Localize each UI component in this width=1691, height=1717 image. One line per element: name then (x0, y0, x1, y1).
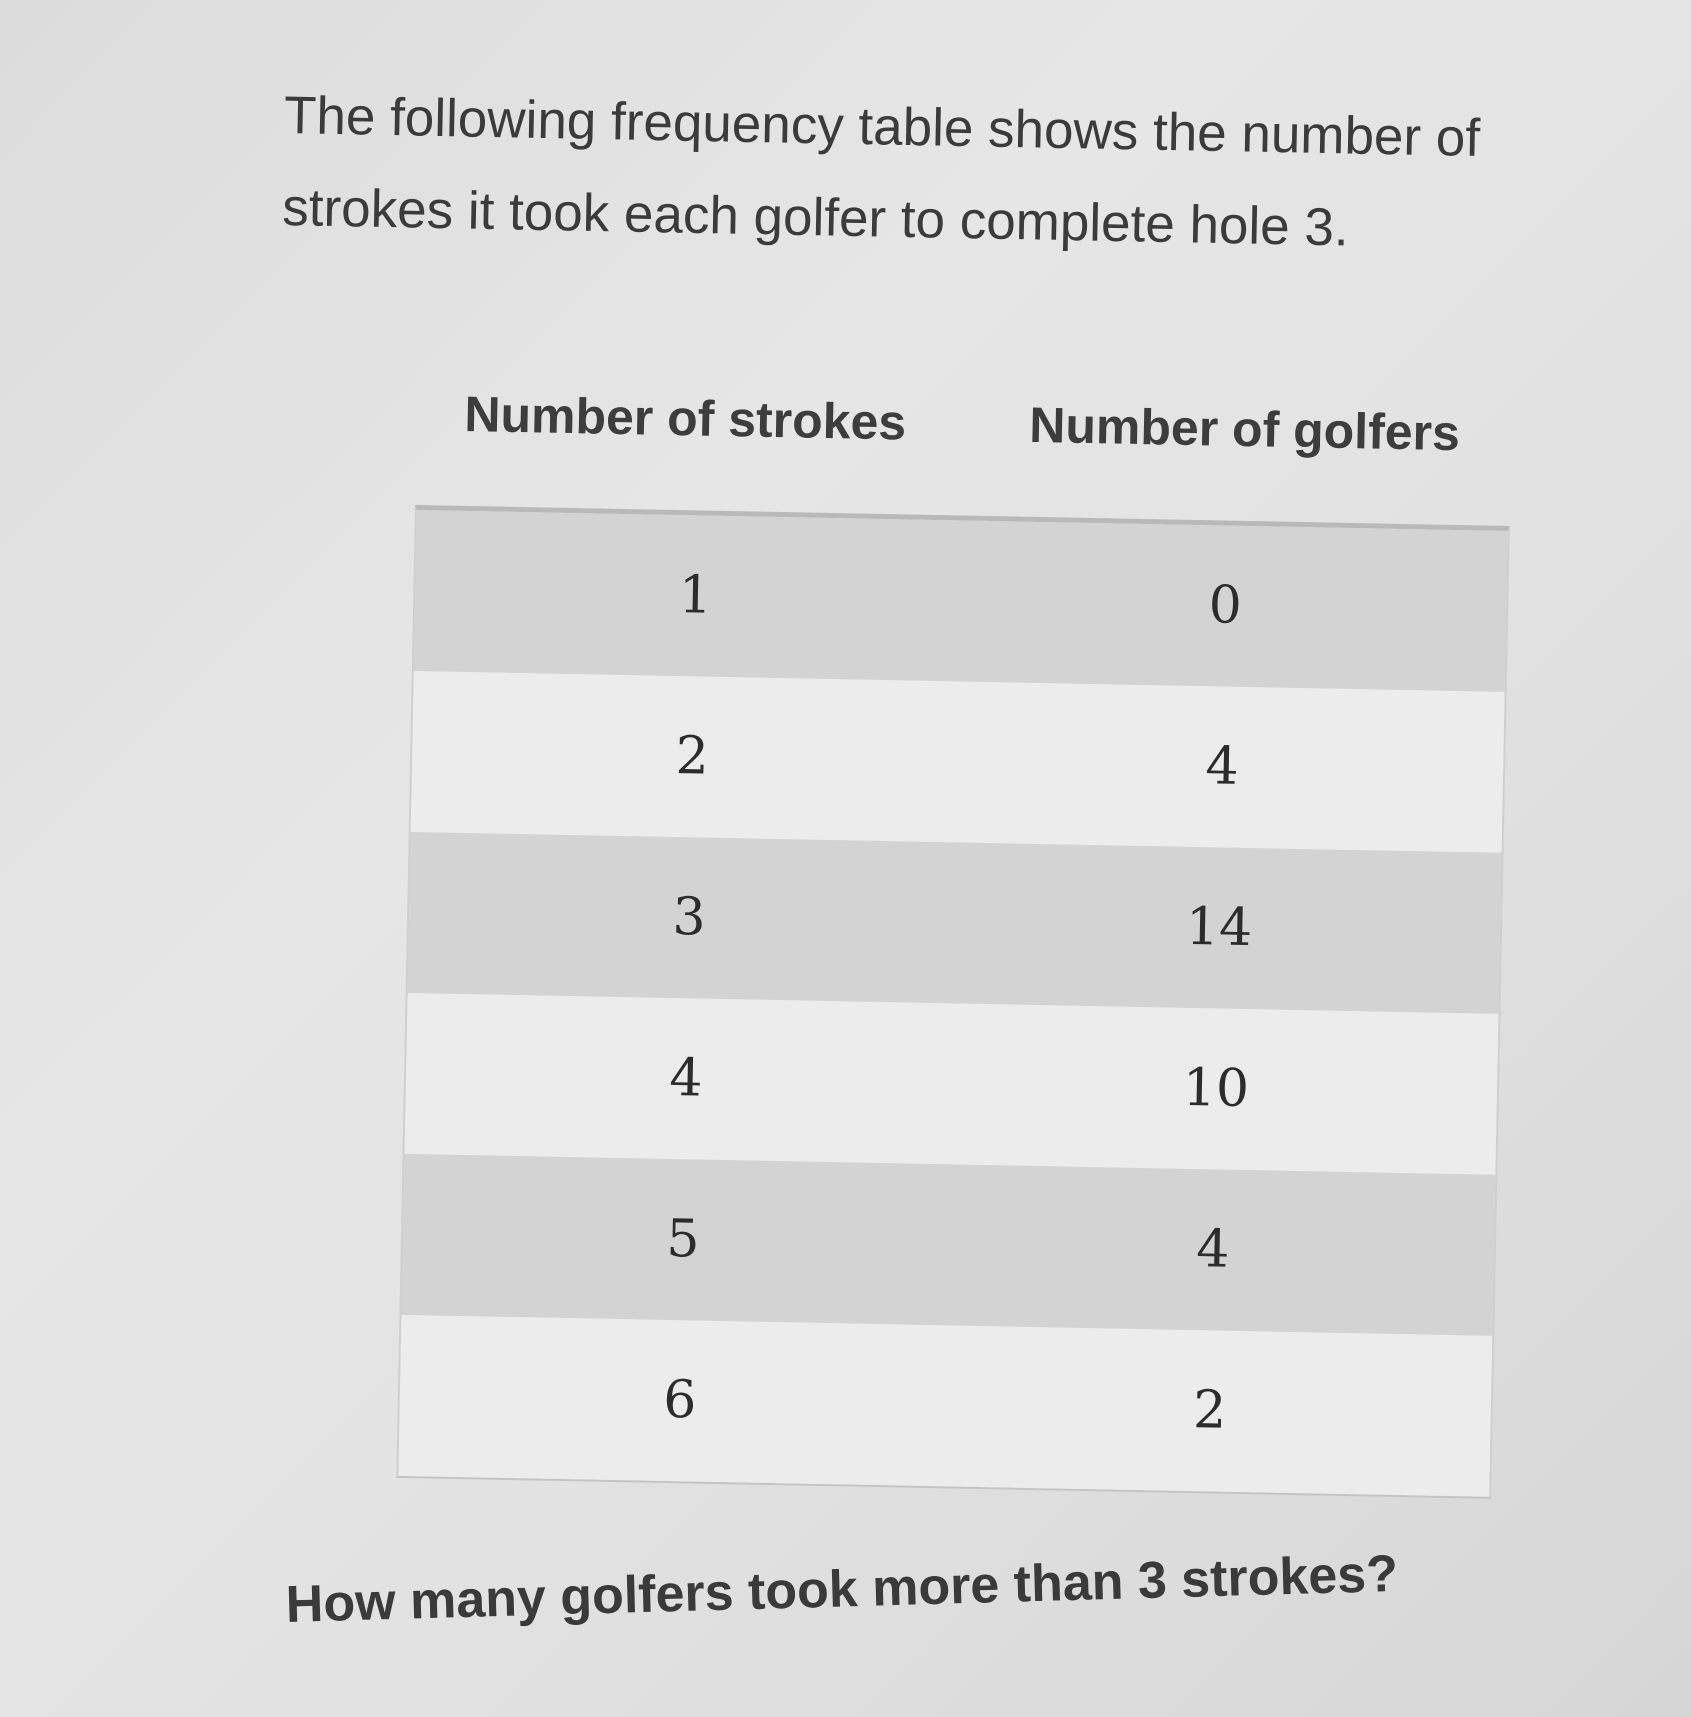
strokes-cell: 5 (665, 1208, 701, 1270)
question-prompt: How many golfers took more than 3 strokes? (285, 1544, 1399, 1634)
strokes-cell: 6 (662, 1369, 697, 1431)
golfers-cell: 4 (1195, 1219, 1230, 1280)
golfers-cell: 0 (1208, 575, 1243, 636)
golfers-cell: 14 (1185, 896, 1253, 959)
table-row (411, 671, 1505, 853)
table-row (405, 993, 1499, 1175)
column-header-golfers: Number of golfers (1028, 396, 1461, 462)
table-row (398, 1315, 1492, 1497)
table-row (414, 510, 1508, 692)
table-row (401, 1154, 1495, 1336)
golfers-cell: 4 (1205, 736, 1240, 797)
table-row (408, 832, 1502, 1014)
golfers-cell: 10 (1182, 1057, 1250, 1120)
strokes-cell: 1 (678, 565, 713, 626)
column-header-strokes: Number of strokes (463, 385, 907, 451)
strokes-cell: 2 (675, 726, 710, 787)
strokes-cell: 3 (672, 887, 707, 948)
frequency-table-header (463, 385, 1484, 485)
strokes-cell: 4 (668, 1047, 704, 1109)
problem-statement: The following frequency table shows the number of strokes it took each golfer to complete hole 3. (281, 85, 1481, 258)
frequency-table (396, 505, 1509, 1499)
golfers-cell: 2 (1192, 1380, 1227, 1441)
